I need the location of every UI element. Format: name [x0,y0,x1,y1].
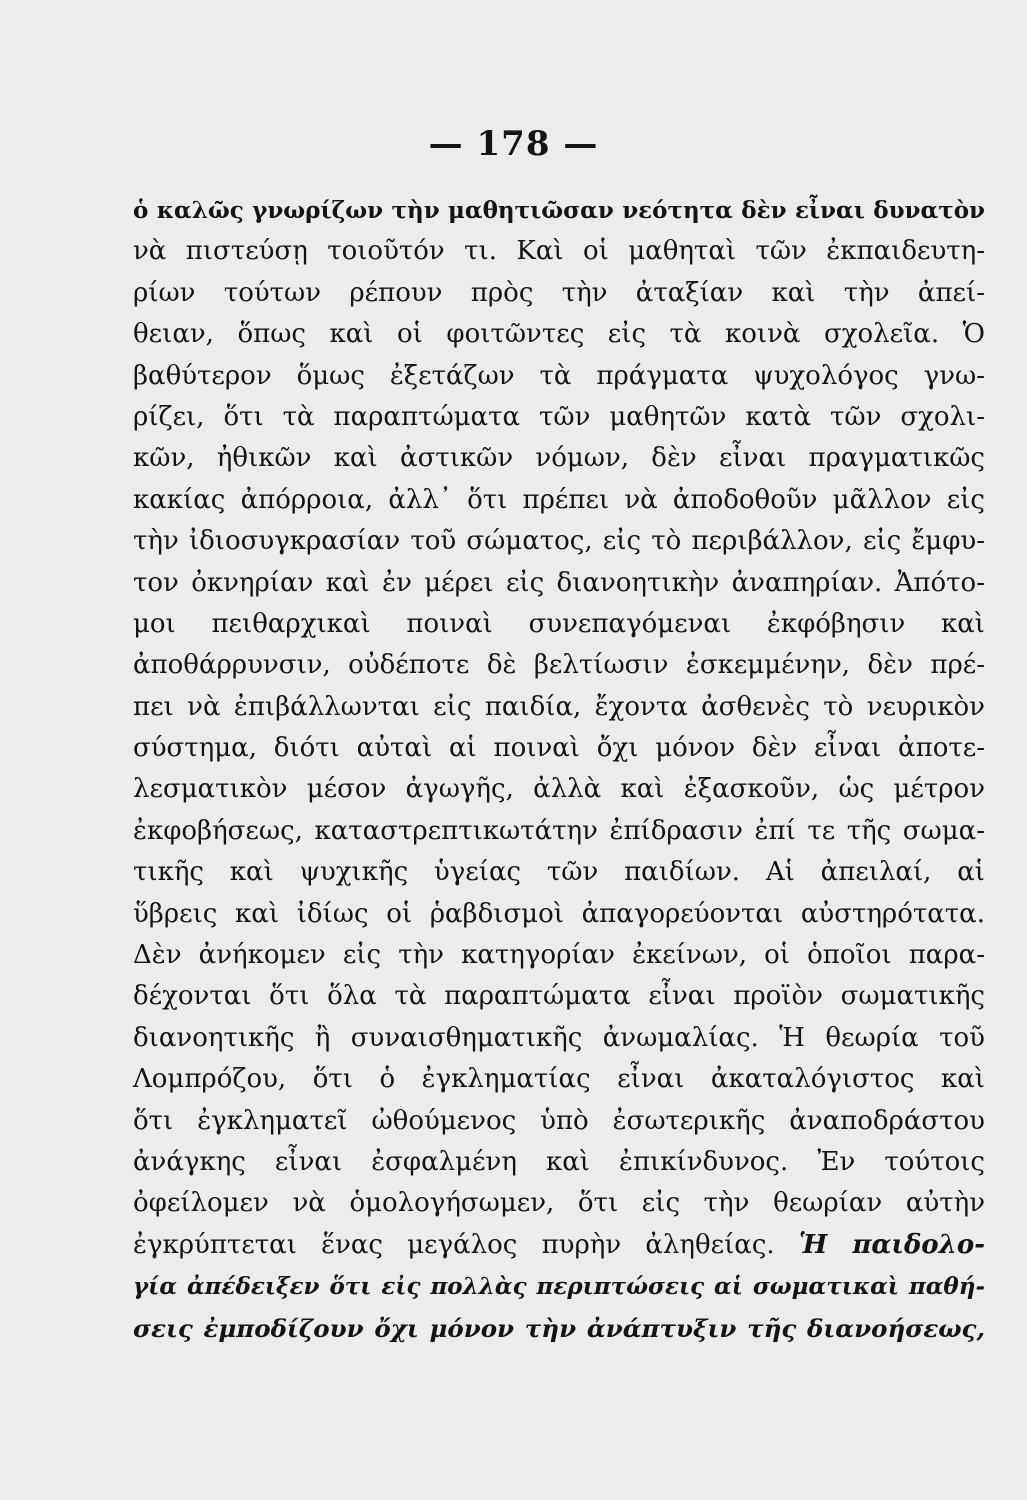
text-line: ἀνάγκης εἶναι ἐσφαλμένη καὶ ἐπικίνδυνος. Ἐν τούτοις [133,1146,985,1177]
text-line-mixed [133,1225,985,1266]
text-line: νὰ πιστεύσῃ τοιοῦτόν τι. Καὶ οἱ μαθηταὶ τῶν ἐκπαιδευτη- [133,236,985,267]
italic-text-line: σεις ἐμποδίζουν ὄχι μόνον τὴν ἀνάπτυξιν τῆς διανοήσεως, [133,1313,985,1343]
text-line: Λομπρόζου, ὅτι ὁ ἐγκληματίας εἶναι ἀκαταλόγιστος καὶ [133,1064,985,1095]
text-line: διανοητικῆς ἢ συναισθηματικῆς ἀνωμαλίας. Ἡ θεωρία τοῦ [133,1022,985,1053]
page-number: — 178 — [428,124,599,164]
text-line: τὴν ἰδιοσυγκρασίαν τοῦ σώματος, εἰς τὸ περιβάλλον, εἰς ἔμφυ- [133,526,985,557]
text-line: ρίων τούτων ρέπουν πρὸς τὴν ἀταξίαν καὶ τὴν ἀπεί- [133,277,985,308]
text-line: κακίας ἀπόρροια, ἀλλ᾽ ὅτι πρέπει νὰ ἀποδοθοῦν μᾶλλον εἰς [133,484,985,515]
text-line: πει νὰ ἐπιβάλλωνται εἰς παιδία, ἔχοντα ἀσθενὲς τὸ νευρικὸν [133,691,985,722]
italic-text-line: γία ἀπέδειξεν ὅτι εἰς πολλὰς περιπτώσεις αἱ σωματικαὶ παθή- [133,1273,985,1301]
text-line: λεσματικὸν μέσον ἀγωγῆς, ἀλλὰ καὶ ἐξασκοῦν, ὡς μέτρον [133,774,985,805]
text-line: ὕβρεις καὶ ἰδίως οἱ ῥαβδισμοὶ ἀπαγορεύονται αὐστηρότατα. [133,898,985,929]
text-line: τον ὀκνηρίαν καὶ ἐν μέρει εἰς διανοητικὴν ἀναπηρίαν. Ἀπότο- [133,567,985,598]
text-line: Δὲν ἀνήκομεν εἰς τὴν κατηγορίαν ἐκείνων, οἱ ὁποῖοι παρα- [133,940,985,971]
text-line: θειαν, ὅπως καὶ οἱ φοιτῶντες εἰς τὰ κοινὰ σχολεῖα. Ὁ [133,319,985,350]
text-line: ρίζει, ὅτι τὰ παραπτώματα τῶν μαθητῶν κατὰ τῶν σχολι- [133,401,985,432]
text-line: ὅτι ἐγκληματεῖ ὠθούμενος ὑπὸ ἐσωτερικῆς ἀναποδράστου [133,1105,985,1136]
text-line: ἀποθάρρυνσιν, οὐδέποτε δὲ βελτίωσιν ἐσκεμμένην, δὲν πρέ- [133,650,985,681]
text-line: κῶν, ἠθικῶν καὶ ἀστικῶν νόμων, δὲν εἶναι πραγματικῶς [133,443,985,474]
text-segment: ἐγκρύπτεται ἕνας μεγάλος πυρὴν ἀληθείας. [133,1229,775,1260]
text-line: ὁ καλῶς γνωρίζων τὴν μαθητιῶσαν νεότητα δὲν εἶναι δυνατὸν [133,197,985,224]
italic-segment: Ἡ παιδολο- [798,1229,986,1260]
text-line: ὀφείλομεν νὰ ὁμολογήσωμεν, ὅτι εἰς τὴν θεωρίαν αὐτὴν [133,1188,985,1219]
text-line: μοι πειθαρχικαὶ ποιναὶ συνεπαγόμεναι ἐκφόβησιν καὶ [133,608,985,639]
text-line: βαθύτερον ὅμως ἐξετάζων τὰ πράγματα ψυχολόγος γνω- [133,360,985,391]
body-text [133,190,985,1349]
text-line: δέχονται ὅτι ὅλα τὰ παραπτώματα εἶναι προϊὸν σωματικῆς [133,981,985,1012]
text-line: τικῆς καὶ ψυχικῆς ὑγείας τῶν παιδίων. Αἱ ἀπειλαί, αἱ [133,857,985,888]
text-line: σύστημα, διότι αὐταὶ αἱ ποιναὶ ὄχι μόνον δὲν εἶναι ἀποτε- [133,733,985,764]
text-line: ἐκφοβήσεως, καταστρεπτικωτάτην ἐπίδρασιν ἐπί τε τῆς σωμα- [133,815,985,846]
